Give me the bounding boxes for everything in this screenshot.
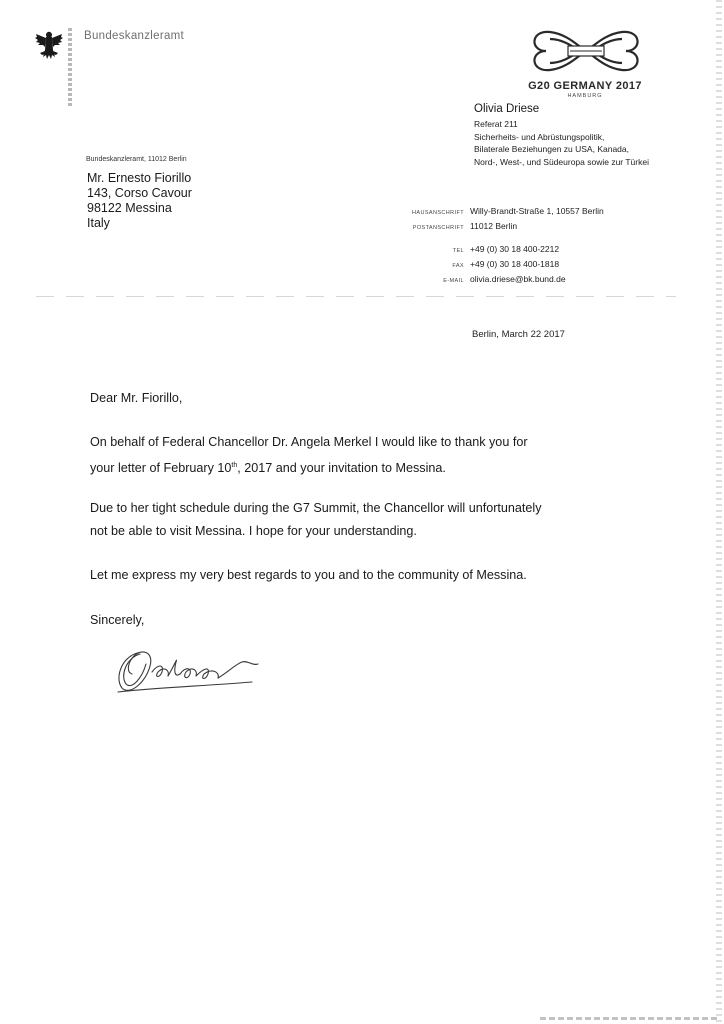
address-value-haus: Willy-Brandt-Straße 1, 10557 Berlin <box>470 206 604 216</box>
return-address-line: Bundeskanzleramt, 11012 Berlin <box>86 156 187 163</box>
recipient-address <box>87 171 192 231</box>
g20-knot-logo-icon <box>528 24 644 78</box>
salutation: Dear Mr. Fiorillo, <box>90 391 183 405</box>
recipient-line: Mr. Ernesto Fiorillo <box>87 171 192 185</box>
address-label-tel: TEL <box>452 248 464 254</box>
paragraph-line: Due to her tight schedule during the G7 Summit, the Chancellor will unfortunately <box>90 501 542 515</box>
paragraph-line: On behalf of Federal Chancellor Dr. Angela Merkel I would like to thank you for <box>90 435 528 449</box>
address-label-haus: HAUSANSCHRIFT <box>412 210 464 216</box>
sender-department <box>474 118 649 168</box>
handwritten-signature-icon <box>112 642 262 698</box>
paragraph-line: not be able to visit Messina. I hope for your understanding. <box>90 524 417 538</box>
text-fragment: , 2017 and your invitation to Messina. <box>237 461 446 476</box>
paragraph-2 <box>90 497 650 543</box>
closing: Sincerely, <box>90 613 145 627</box>
scan-artifact-left <box>68 28 72 108</box>
address-value-tel: +49 (0) 30 18 400-2212 <box>470 244 560 254</box>
address-label-email: E-MAIL <box>443 278 464 284</box>
recipient-line: 98122 Messina <box>87 201 172 215</box>
address-label-post: POSTANSCHRIFT <box>412 225 464 231</box>
scan-artifact-right <box>716 0 722 1024</box>
sender-dept-line: Sicherheits- und Abrüstungspolitik, <box>474 131 605 142</box>
recipient-line: Italy <box>87 216 110 230</box>
g20-caption: G20 GERMANY 2017 <box>528 80 642 92</box>
sender-dept-line: Bilaterale Beziehungen zu USA, Kanada, <box>474 144 629 155</box>
paragraph-3: Let me express my very best regards to you and to the community of Messina. <box>90 568 527 582</box>
scan-artifact-bottom <box>540 1017 718 1020</box>
sender-name: Olivia Driese <box>474 103 540 115</box>
fold-mark-divider <box>36 296 676 297</box>
sender-dept-line: Referat 211 <box>474 119 518 129</box>
address-value-post: 11012 Berlin <box>470 221 518 231</box>
ministry-name: Bundeskanzleramt <box>84 30 185 42</box>
recipient-line: 143, Corso Cavour <box>87 186 192 200</box>
federal-eagle-icon <box>34 28 64 62</box>
address-label-fax: FAX <box>452 263 464 269</box>
address-value-email: olivia.driese@bk.bund.de <box>470 274 566 284</box>
superscript: th <box>231 462 238 469</box>
text-fragment: your letter of February 10 <box>90 461 232 476</box>
paragraph-1 <box>90 431 650 480</box>
g20-subcaption: HAMBURG <box>567 93 603 99</box>
letter-date: Berlin, March 22 2017 <box>472 329 565 340</box>
address-value-fax: +49 (0) 30 18 400-1818 <box>470 259 560 269</box>
paragraph-line <box>90 454 650 480</box>
sender-dept-line: Nord-, West-, und Südeuropa sowie zur Türkei <box>474 156 649 167</box>
